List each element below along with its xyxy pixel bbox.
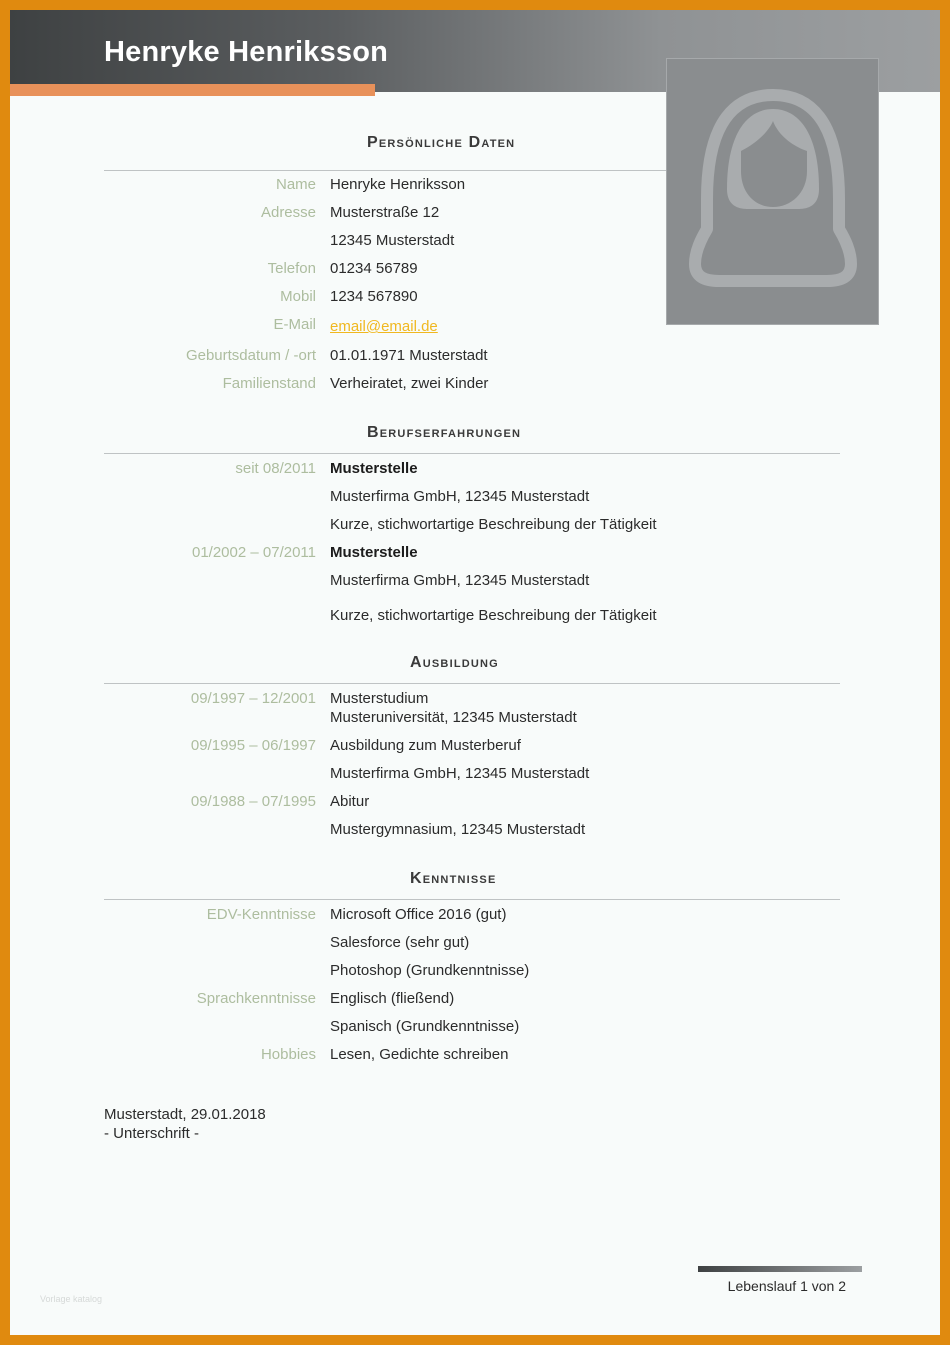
- label-name: Name: [275, 176, 316, 193]
- skill-item: Microsoft Office 2016 (gut): [330, 906, 507, 923]
- section-rule: [104, 170, 666, 171]
- value-phone: 01234 56789: [330, 260, 418, 277]
- label-date: 09/1988 – 07/1995: [190, 793, 316, 810]
- job-description: Kurze, stichwortartige Beschreibung der Tätigkeit: [330, 607, 657, 624]
- job-company: Musterfirma GmbH, 12345 Musterstadt: [330, 488, 590, 505]
- skill-item: Englisch (fließend): [330, 990, 455, 1007]
- value-birth: 01.01.1971 Musterstadt: [330, 347, 488, 364]
- value-city: 12345 Musterstadt: [330, 232, 455, 249]
- candidate-name: Henryke Henriksson: [104, 36, 389, 68]
- label-birth: Geburtsdatum / -ort: [185, 347, 316, 364]
- email-link[interactable]: email@email.de: [330, 318, 438, 335]
- education-institution: Musterfirma GmbH, 12345 Musterstadt: [330, 765, 590, 782]
- section-title-skills: Kenntnisse: [410, 870, 497, 887]
- education-title: Abitur: [330, 793, 370, 810]
- section-title-personal: Persönliche Daten: [367, 134, 516, 151]
- value-family: Verheiratet, zwei Kinder: [330, 375, 489, 392]
- section-rule: [104, 899, 840, 900]
- watermark: Vorlage katalog: [40, 1294, 103, 1304]
- value-mobile: 1234 567890: [330, 288, 418, 305]
- label-mobile: Mobil: [280, 288, 316, 305]
- education-institution: Musteruniversität, 12345 Musterstadt: [330, 709, 577, 726]
- label-it-skills: EDV-Kenntnisse: [206, 906, 316, 923]
- education-title: Ausbildung zum Musterberuf: [330, 737, 521, 754]
- label-phone: Telefon: [267, 260, 316, 277]
- value-street: Musterstraße 12: [330, 204, 440, 221]
- hobbies-value: Lesen, Gedichte schreiben: [330, 1046, 509, 1063]
- signature-line: - Unterschrift -: [104, 1125, 200, 1142]
- page-indicator: Lebenslauf 1 von 2: [727, 1278, 846, 1294]
- section-title-experience: Berufserfahrungen: [367, 424, 522, 441]
- label-date: seit 08/2011: [235, 460, 316, 477]
- label-hobbies: Hobbies: [260, 1046, 316, 1063]
- person-silhouette-icon: [667, 59, 878, 324]
- label-languages: Sprachkenntnisse: [196, 990, 316, 1007]
- accent-bar: [10, 84, 375, 96]
- skill-item: Spanisch (Grundkenntnisse): [330, 1018, 520, 1035]
- section-rule: [104, 683, 840, 684]
- label-date: 09/1997 – 12/2001: [190, 690, 316, 707]
- skill-item: Salesforce (sehr gut): [330, 934, 470, 951]
- value-name: Henryke Henriksson: [330, 176, 466, 193]
- job-title: Musterstelle: [330, 460, 418, 477]
- job-description: Kurze, stichwortartige Beschreibung der Tätigkeit: [330, 516, 657, 533]
- resume-page: [10, 10, 940, 1335]
- footer-bar: [698, 1266, 862, 1272]
- profile-photo: [666, 58, 879, 325]
- label-email: E-Mail: [273, 316, 316, 333]
- label-address: Adresse: [260, 204, 316, 221]
- job-title: Musterstelle: [330, 544, 418, 561]
- label-family: Familienstand: [222, 375, 316, 392]
- label-date: 09/1995 – 06/1997: [190, 737, 316, 754]
- label-date: 01/2002 – 07/2011: [191, 544, 316, 561]
- section-rule: [104, 453, 840, 454]
- skill-item: Photoshop (Grundkenntnisse): [330, 962, 530, 979]
- job-company: Musterfirma GmbH, 12345 Musterstadt: [330, 572, 590, 589]
- place-date: Musterstadt, 29.01.2018: [104, 1106, 266, 1123]
- education-institution: Mustergymnasium, 12345 Musterstadt: [330, 821, 586, 838]
- education-title: Musterstudium: [330, 690, 429, 707]
- section-title-education: Ausbildung: [410, 654, 499, 671]
